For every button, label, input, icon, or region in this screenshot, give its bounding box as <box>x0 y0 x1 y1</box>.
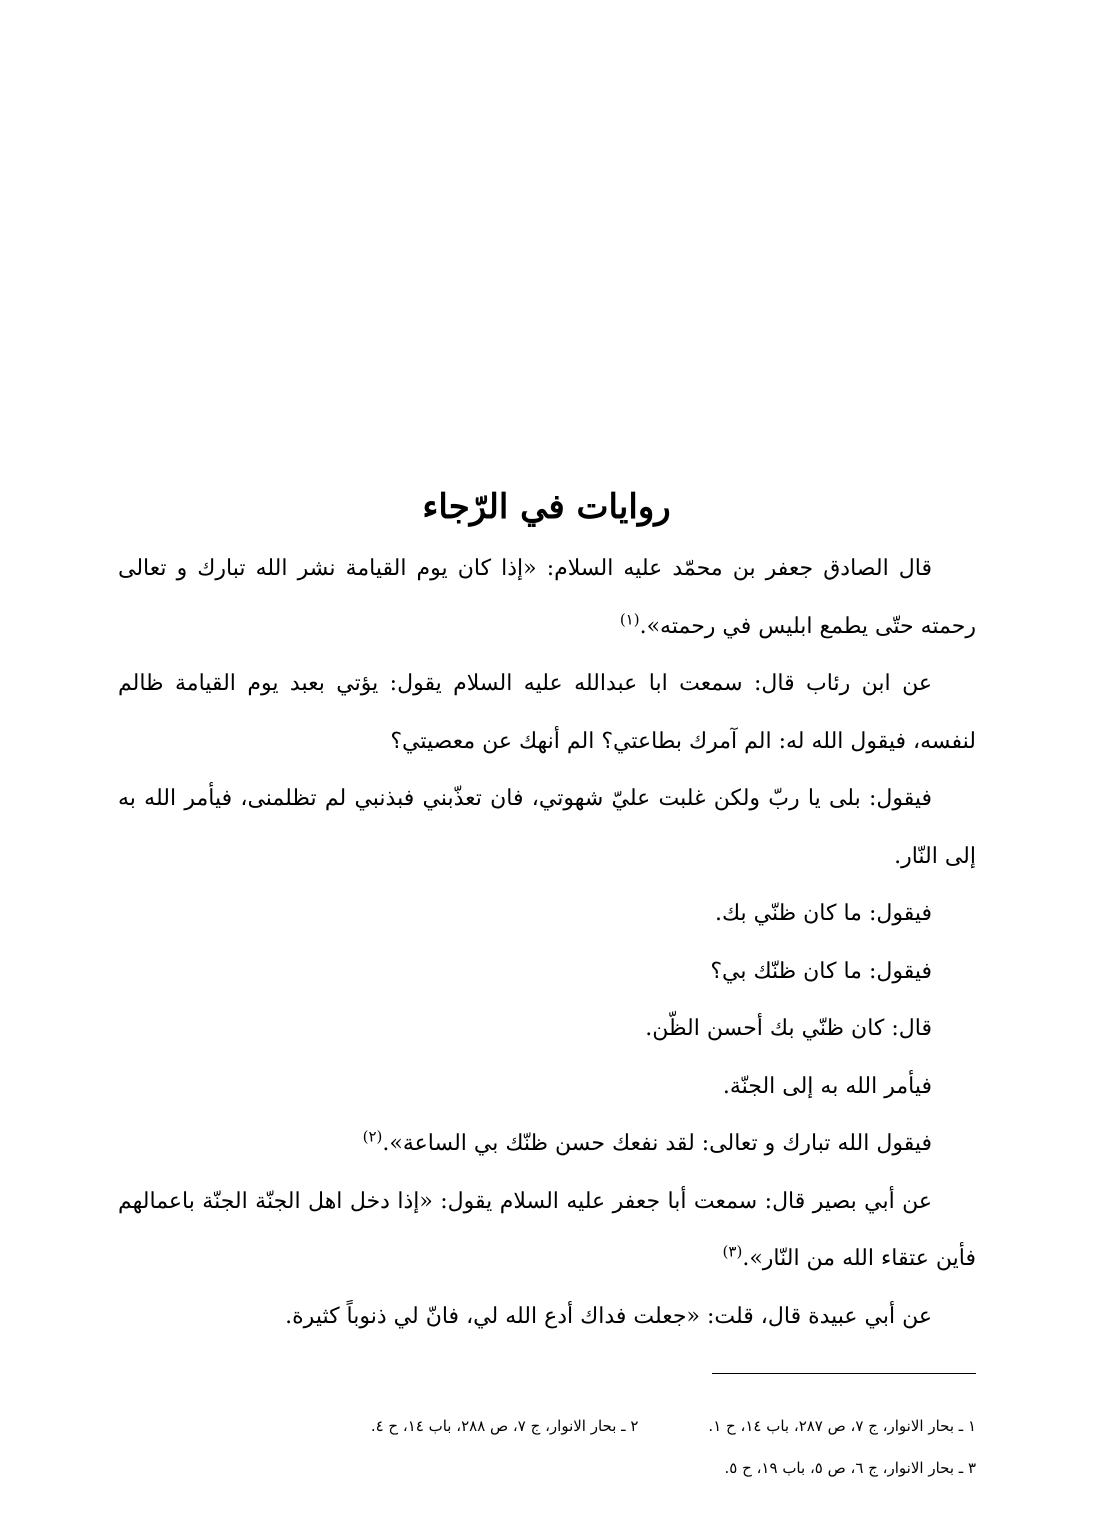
paragraph <box>118 540 976 655</box>
footnote-item: ٣ ـ بحار الانوار، ج ٦، ص ٥، باب ١٩، ح ٥. <box>724 1459 976 1477</box>
paragraph-text: فيأمر الله به إلى الجنّة. <box>722 1073 932 1099</box>
paragraph-text: عن ابن رئاب قال: سمعت ابا عبدالله عليه السلام يقول: يؤتي بعبد يوم القيامة ظالم لنفسه، فيقول الله له: الم آمرك بطاعتي؟ الم أنهك عن معصيتي؟ <box>118 671 976 754</box>
footnote-ref: (٣) <box>722 1242 743 1261</box>
footnote-row <box>118 1405 976 1447</box>
footnote-ref: (١) <box>619 610 640 629</box>
paragraph <box>118 1058 976 1116</box>
paragraph <box>118 1288 976 1346</box>
paragraph <box>118 1173 976 1288</box>
paragraph <box>118 1000 976 1058</box>
paragraph <box>118 770 976 885</box>
paragraph <box>118 1115 976 1173</box>
paragraph-text: فيقول: بلى يا ربّ ولكن غلبت عليّ شهوتي، فان تعذّبني فبذنبي لم تظلمنى، فيأمر الله به إلى النّار. <box>118 786 976 869</box>
footnote-item: ٢ ـ بحار الانوار، ج ٧، ص ٢٨٨، باب ١٤، ح ٤. <box>370 1417 639 1435</box>
footnote-row <box>118 1447 976 1489</box>
paragraph-text: عن أبي عبيدة قال، قلت: «جعلت فداك أدع الله لي، فانّ لي ذنوباً كثيرة. <box>285 1303 932 1329</box>
page-title: روايات في الرّجاء <box>422 487 671 527</box>
footnote-ref: (٢) <box>362 1127 383 1146</box>
paragraph-text: قال الصادق جعفر بن محمّد عليه السلام: «إذا كان يوم القيامة نشر الله تبارك و تعالى رحمته حتّى يطمع ابليس في رحمته». <box>118 556 976 639</box>
paragraph-text: فيقول: ما كان ظنّي بك. <box>715 901 932 926</box>
paragraph-text: فيقول الله تبارك و تعالى: لقد نفعك حسن ظنّك بي الساعة». <box>382 1131 932 1156</box>
footnote-divider <box>712 1373 976 1374</box>
paragraph-text: فيقول: ما كان ظنّك بي؟ <box>710 958 932 984</box>
paragraph-text: عن أبي بصير قال: سمعت أبا جعفر عليه السلام يقول: «إذا دخل اهل الجنّة الجنّة باعمالهم فأين عتقاء الله من النّار». <box>118 1188 976 1271</box>
body-text <box>118 540 976 1345</box>
paragraph <box>118 943 976 1001</box>
paragraph-text: قال: كان ظنّي بك أحسن الظّن. <box>645 1016 932 1041</box>
paragraph <box>118 655 976 770</box>
footnotes <box>118 1405 976 1489</box>
paragraph <box>118 885 976 943</box>
footnote-item: ١ ـ بحار الانوار، ج ٧، ص ٢٨٧، باب ١٤، ح ١. <box>708 1417 976 1435</box>
